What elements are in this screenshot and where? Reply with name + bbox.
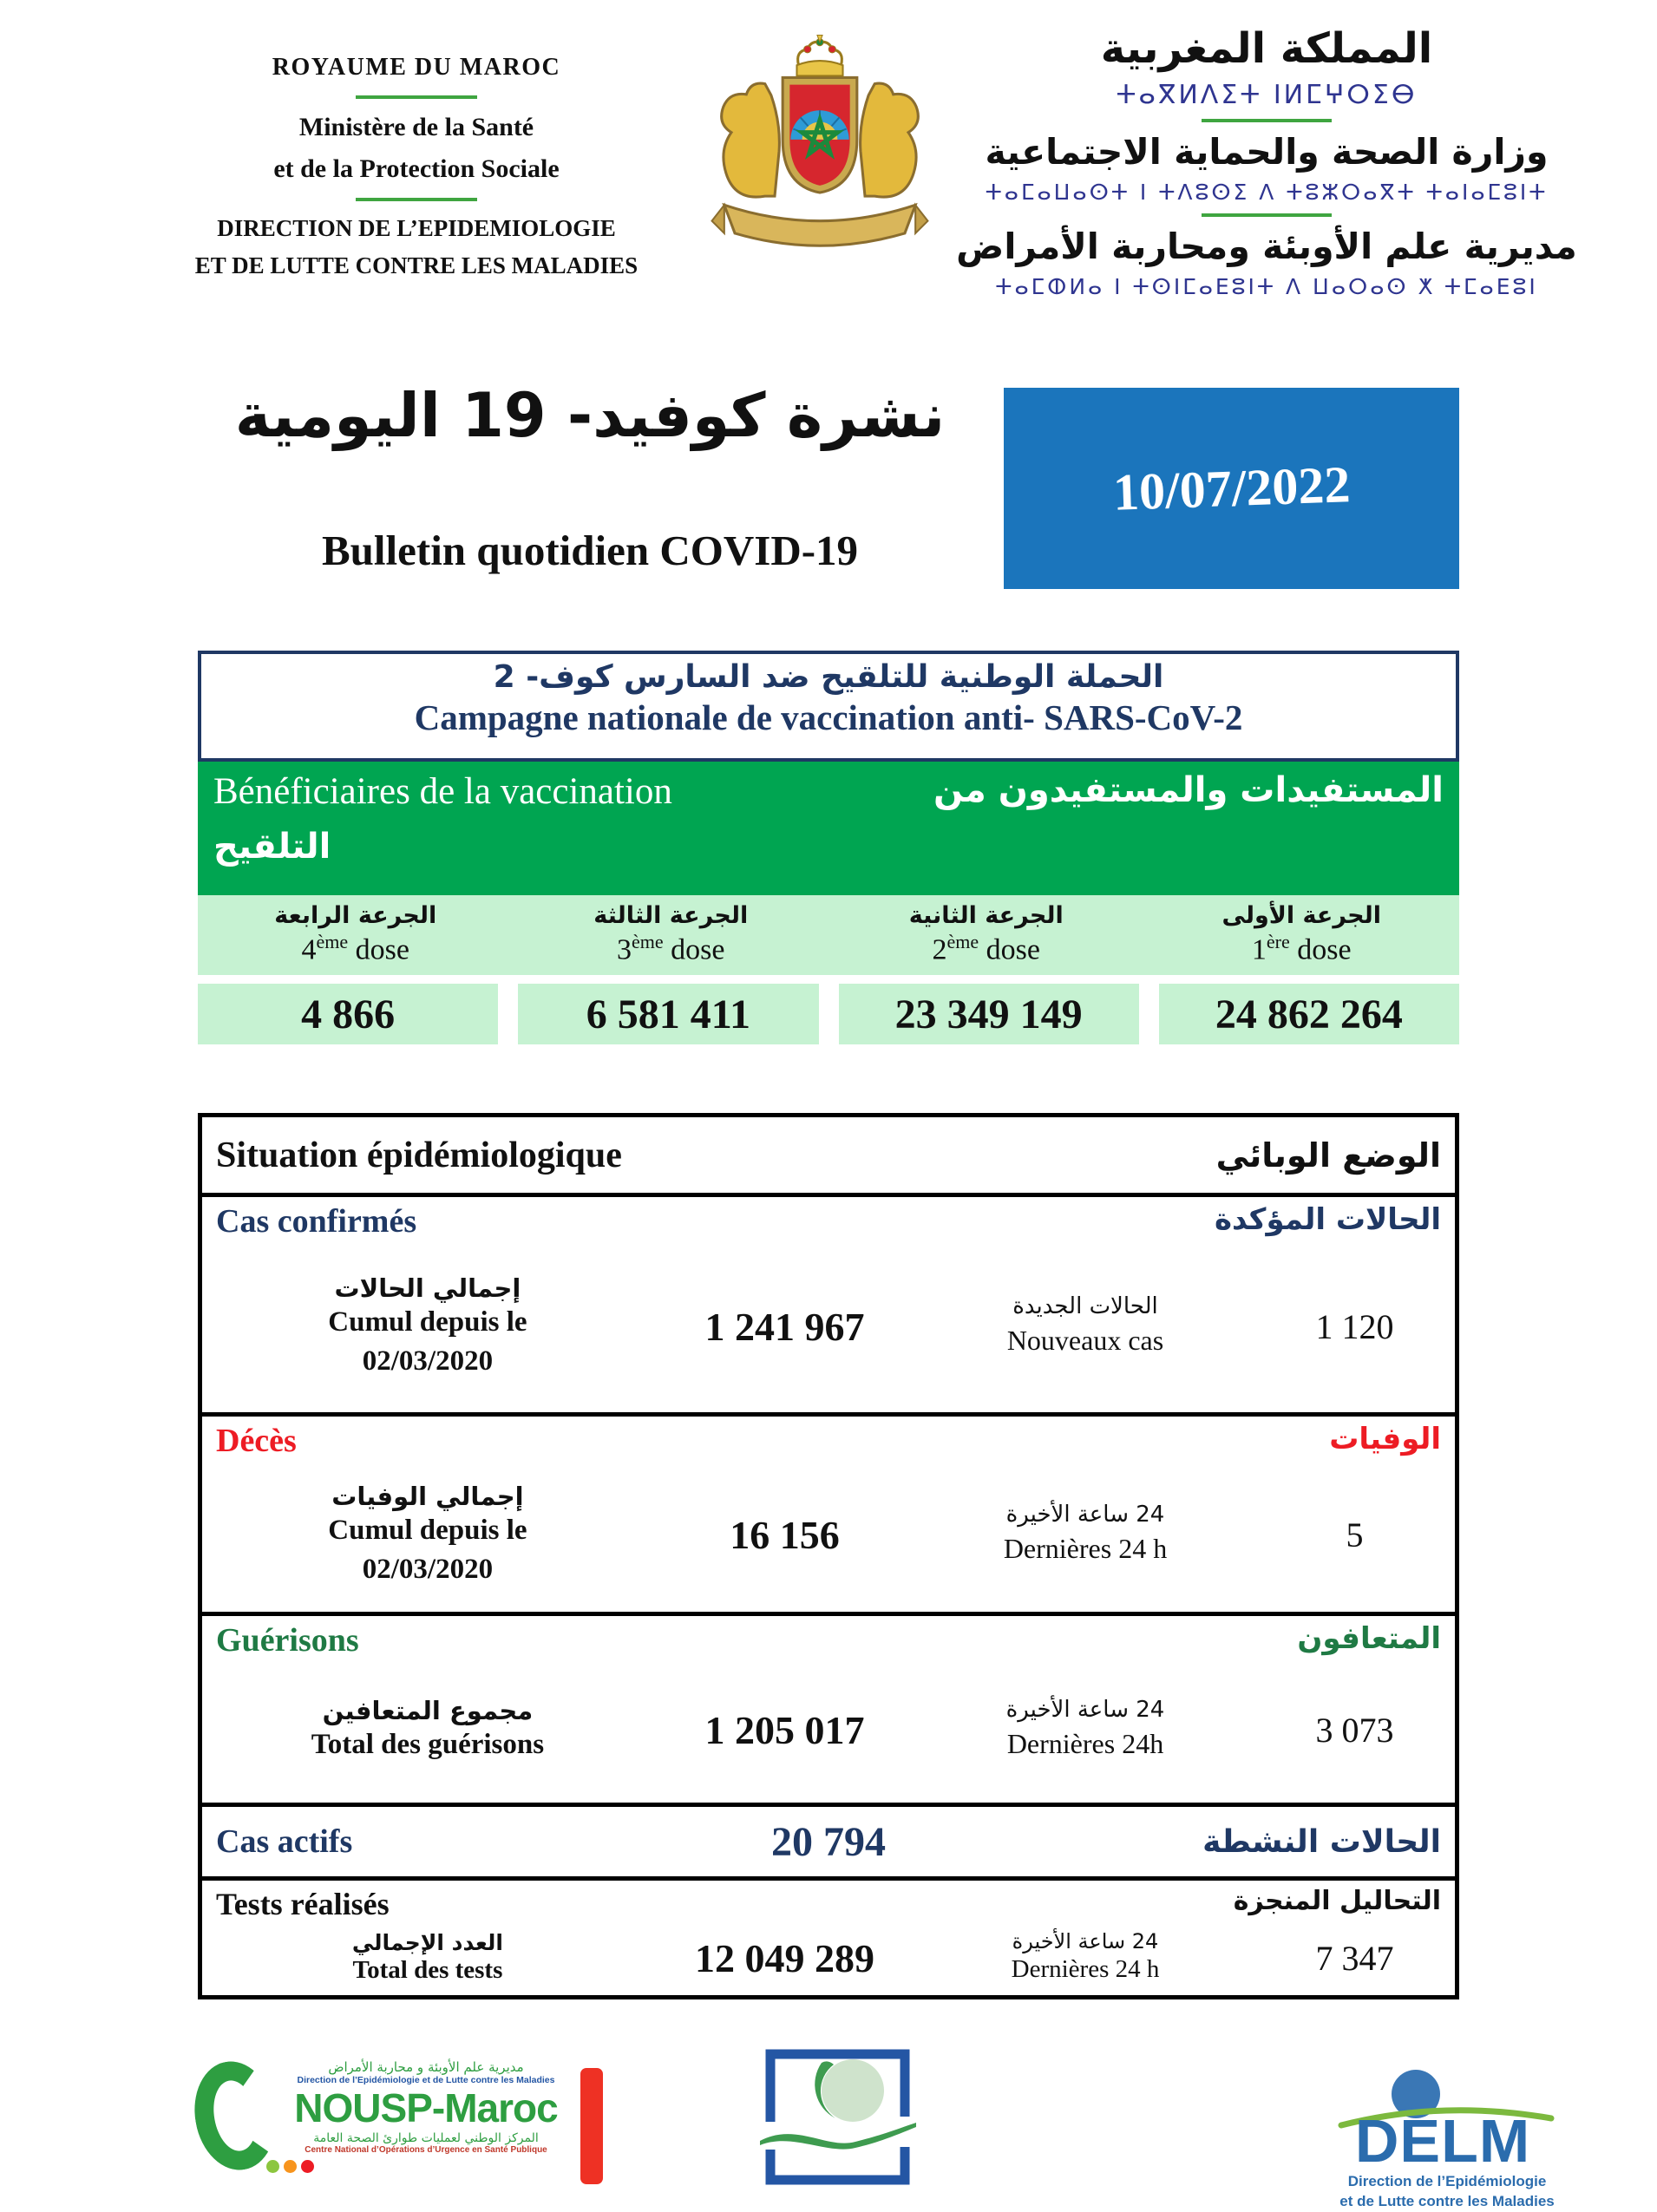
cnousp-name: NOUSP-Maroc bbox=[294, 2085, 558, 2130]
dose-1-label-ar: الجرعة الأولى bbox=[1221, 902, 1381, 929]
deaths-heading-ar: الوفيات bbox=[1329, 1422, 1441, 1456]
cnousp-red-bar-icon bbox=[580, 2068, 603, 2184]
dose-3-header bbox=[514, 895, 829, 975]
header-right-block bbox=[915, 24, 1618, 299]
date-box bbox=[1004, 388, 1459, 589]
active-heading-ar: الحالات النشطة bbox=[1202, 1823, 1441, 1860]
divider bbox=[356, 198, 477, 201]
bulletin-title-fr: Bulletin quotidien COVID-19 bbox=[321, 527, 859, 574]
cnousp-c-arc-icon bbox=[187, 2055, 284, 2176]
direction-title-ar: مديرية علم الأوبئة ومحاربة الأمراض bbox=[956, 226, 1577, 267]
recoveries-section bbox=[202, 1616, 1455, 1807]
confirmed-cases-section bbox=[202, 1197, 1455, 1417]
beneficiaries-band bbox=[198, 762, 1459, 895]
beneficiaries-label-ar: المستفيدات والمستفيدون من bbox=[933, 770, 1444, 810]
ministry-title-tifinagh: ⵜⴰⵎⴰⵡⴰⵙⵜ ⵏ ⵜⴷⵓⵙⵉ ⴷ ⵜⵓⵣⵔⴰⴳⵜ ⵜⴰⵏⴰⵎⵓⵏⵜ bbox=[985, 180, 1549, 205]
recoveries-heading-ar: المتعافون bbox=[1297, 1621, 1441, 1656]
dose-1-label-fr: 1ère dose bbox=[1251, 931, 1352, 966]
kingdom-title-fr: ROYAUME DU MAROC bbox=[272, 54, 561, 81]
dose-2-label-ar: الجرعة الثانية bbox=[908, 902, 1064, 929]
dose-3-label-ar: الجرعة الثالثة bbox=[593, 902, 749, 929]
cnousp-fr-bottom: Centre National d’Opérations d’Urgence en Santé Publique bbox=[305, 2144, 547, 2155]
dose-1-value: 24 862 264 bbox=[1159, 984, 1459, 1044]
dose-1-header bbox=[1144, 895, 1460, 975]
dose-3-label-fr: 3ème dose bbox=[617, 931, 725, 966]
confirmed-new-label: الحالات الجديدة Nouveaux cas bbox=[1006, 1293, 1164, 1356]
dose-values-row bbox=[198, 984, 1459, 1044]
dose-4-label-ar: الجرعة الرابعة bbox=[274, 902, 437, 929]
kingdom-title-ar: المملكة المغربية bbox=[1100, 24, 1433, 73]
tests-section bbox=[202, 1881, 1455, 1999]
header-left-block bbox=[130, 54, 703, 279]
direction-line2: ET DE LUTTE CONTRE LES MALADIES bbox=[194, 252, 639, 278]
divider bbox=[1202, 213, 1332, 217]
dose-4-header bbox=[198, 895, 514, 975]
tests-new-value: 7 347 bbox=[1315, 1938, 1394, 1978]
vaccination-campaign-box bbox=[198, 651, 1459, 762]
kingdom-title-tifinagh: ⵜⴰⴳⵍⴷⵉⵜ ⵏⵍⵎⵖⵔⵉⴱ bbox=[1116, 80, 1418, 110]
deaths-total-value: 16 156 bbox=[730, 1513, 840, 1557]
direction-title-tifinagh: ⵜⴰⵎⵀⵍⴰ ⵏ ⵜⵙⵏⵎⴰⴹⵓⵏⵜ ⴷ ⵡⴰⵔⴰⵙ ⵅ ⵜⵎⴰⴹⵓⵏ bbox=[995, 274, 1538, 299]
deaths-section bbox=[202, 1417, 1455, 1616]
morocco-coat-of-arms-icon bbox=[687, 31, 953, 262]
campaign-title-fr: Campagne nationale de vaccination anti- SARS-CoV-2 bbox=[414, 697, 1243, 737]
dose-2-header bbox=[828, 895, 1144, 975]
recoveries-heading-fr: Guérisons bbox=[216, 1622, 359, 1659]
tests-new-label: 24 ساعة الأخيرة Dernières 24 h bbox=[1011, 1929, 1160, 1984]
epidemiology-header-row bbox=[202, 1117, 1455, 1197]
cnousp-dots-icon bbox=[266, 2160, 314, 2173]
health-ministry-logo-icon bbox=[753, 2037, 922, 2197]
active-heading-fr: Cas actifs bbox=[216, 1823, 353, 1860]
confirmed-total-value: 1 241 967 bbox=[704, 1305, 865, 1349]
bulletin-title-ar: نشرة كوفيد- 19 اليومية bbox=[234, 380, 946, 451]
ministry-title-ar: وزارة الصحة والحماية الاجتماعية bbox=[985, 131, 1549, 173]
cnousp-ar-bottom: المركز الوطني لعمليات طوارئ الصحة العامة bbox=[313, 2130, 539, 2145]
dose-4-label-fr: 4ème dose bbox=[301, 931, 409, 966]
recoveries-new-label: 24 ساعة الأخيرة Dernières 24h bbox=[1005, 1696, 1165, 1759]
delm-subtitle-line2: et de Lutte contre les Maladies bbox=[1339, 2192, 1555, 2209]
dose-2-label-fr: 2ème dose bbox=[932, 931, 1040, 966]
confirmed-heading-ar: الحالات المؤكدة bbox=[1214, 1202, 1441, 1237]
delm-logo bbox=[1334, 2070, 1595, 2209]
dose-2-value: 23 349 149 bbox=[839, 984, 1139, 1044]
confirmed-total-label: إجمالي الحالات Cumul depuis le 02/03/2020 bbox=[328, 1273, 527, 1377]
deaths-new-value: 5 bbox=[1346, 1515, 1364, 1554]
deaths-total-label: إجمالي الوفيات Cumul depuis le 02/03/2020 bbox=[328, 1481, 527, 1585]
epi-title-ar: الوضع الوبائي bbox=[1215, 1135, 1441, 1175]
tests-total-label: العدد الإجمالي Total des tests bbox=[351, 1930, 503, 1985]
tests-total-value: 12 049 289 bbox=[694, 1935, 874, 1980]
confirmed-heading-fr: Cas confirmés bbox=[216, 1203, 417, 1240]
ministry-line2: et de la Protection Sociale bbox=[273, 154, 560, 183]
delm-subtitle bbox=[1334, 2172, 1560, 2212]
bulletin-date: 10/07/2022 bbox=[1111, 455, 1352, 521]
deaths-new-label: 24 ساعة الأخيرة Dernières 24 h bbox=[1003, 1501, 1168, 1564]
active-cases-row bbox=[202, 1807, 1455, 1881]
dose-header-row bbox=[198, 895, 1459, 975]
campaign-title-ar: الحملة الوطنية للتلقيح ضد السارس كوف- 2 bbox=[493, 659, 1164, 695]
ministry-line1: Ministère de la Santé bbox=[298, 113, 534, 141]
dose-4-value: 4 866 bbox=[198, 984, 498, 1044]
cnousp-ar-top: مديرية علم الأوبئة و محاربة الأمراض bbox=[328, 2059, 524, 2075]
epi-title-fr: Situation épidémiologique bbox=[216, 1135, 622, 1175]
delm-subtitle-line1: Direction de l’Epidémiologie bbox=[1347, 2173, 1547, 2189]
cnousp-logo bbox=[195, 2054, 603, 2197]
epidemiology-table bbox=[198, 1113, 1459, 1999]
active-value: 20 794 bbox=[771, 1818, 886, 1865]
dose-3-value: 6 581 411 bbox=[518, 984, 818, 1044]
divider bbox=[1202, 119, 1332, 122]
deaths-heading-fr: Décès bbox=[216, 1423, 297, 1459]
recoveries-new-value: 3 073 bbox=[1315, 1711, 1394, 1750]
recoveries-total-label: مجموع المتعافين Total des guérisons bbox=[311, 1696, 545, 1761]
beneficiaries-label-ar-line2: التلقيح bbox=[213, 827, 331, 867]
cnousp-fr-top: Direction de l’Epidémiologie et de Lutte contre les Maladies bbox=[297, 2075, 555, 2085]
tests-heading-fr: Tests réalisés bbox=[216, 1887, 390, 1921]
recoveries-total-value: 1 205 017 bbox=[704, 1708, 865, 1752]
divider bbox=[356, 95, 477, 99]
direction-line1: DIRECTION DE L’EPIDEMIOLOGIE bbox=[217, 215, 616, 241]
confirmed-new-value: 1 120 bbox=[1315, 1307, 1394, 1346]
tests-heading-ar: التحاليل المنجزة bbox=[1233, 1886, 1441, 1916]
delm-name: DELM bbox=[1354, 2107, 1531, 2175]
beneficiaries-label-fr: Bénéficiaires de la vaccination bbox=[213, 771, 672, 812]
